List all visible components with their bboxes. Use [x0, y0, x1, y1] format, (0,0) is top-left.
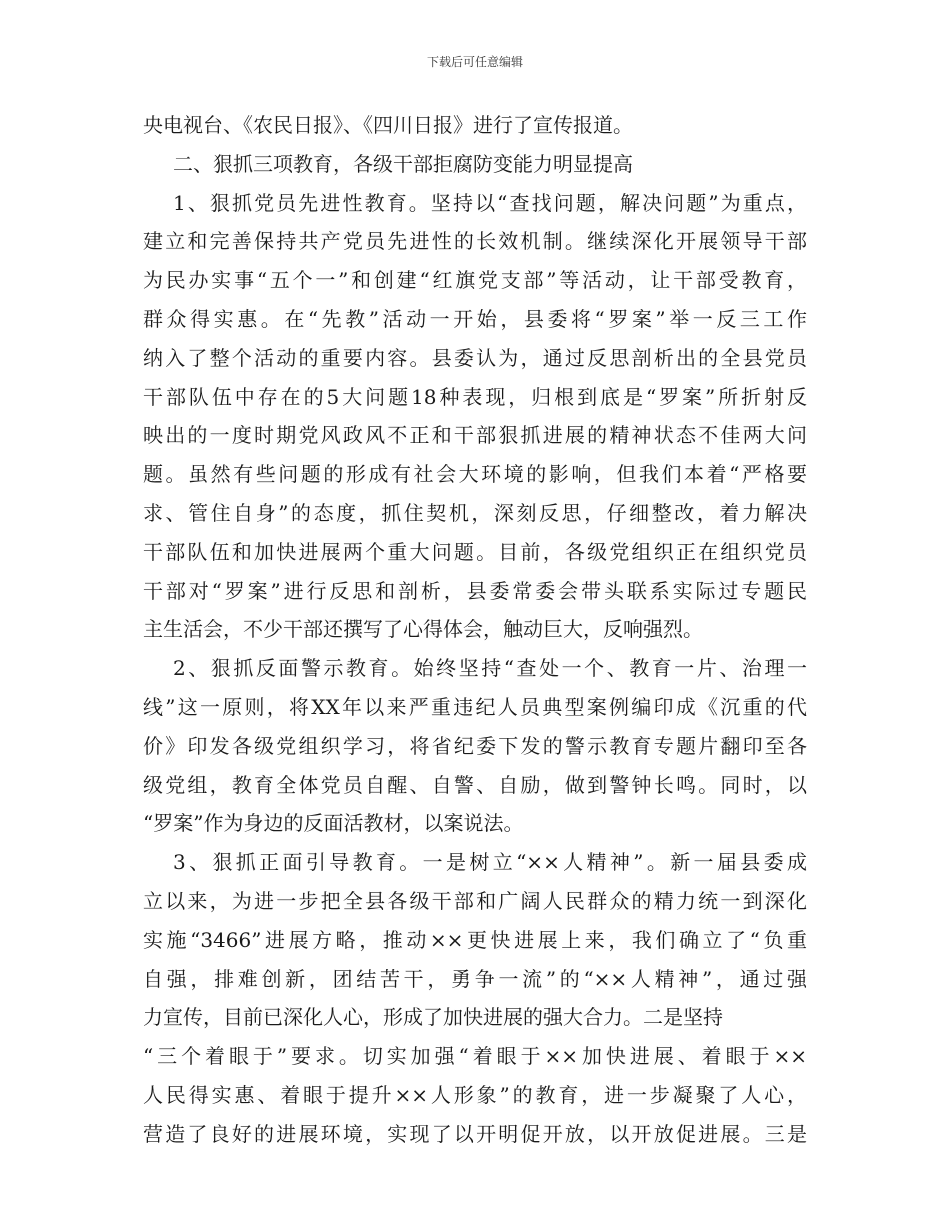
text-line: 求、管住自身”的态度，抓住契机，深刻反思，仔细整改，着力解决: [143, 500, 807, 525]
text-line: 干部队伍中存在的5大问题18种表现，归根到底是“罗案”所折射反: [143, 384, 807, 409]
section-heading: 二、狠抓三项教育，各级干部拒腐防变能力明显提高: [173, 151, 633, 176]
text-line: 主生活会，不少干部还撰写了心得体会，触动巨大，反响强烈。: [143, 617, 703, 642]
text-line: 2、狠抓反面警示教育。始终坚持“查处一个、教育一片、治理一: [173, 656, 807, 681]
text-line: 价》印发各级党组织学习，将省纪委下发的警示教育专题片翻印至各: [143, 733, 807, 758]
text-line: 央电视台、《农民日报》、《四川日报》进行了宣传报道。: [143, 113, 633, 137]
text-line: 1、狠抓党员先进性教育。坚持以“查找问题，解决问题”为重点，: [173, 190, 807, 215]
text-line: 干部对“罗案”进行反思和剖析，县委常委会带头联系实际过专题民: [143, 578, 807, 603]
text-line: 线”这一原则，将XX年以来严重违纪人员典型案例编印成《沉重的代: [143, 694, 807, 719]
text-line: 题。虽然有些问题的形成有社会大环境的影响，但我们本着“严格要: [143, 462, 807, 487]
text-line: 干部队伍和加快进展两个重大问题。目前，各级党组织正在组织党员: [143, 539, 807, 564]
page-header-note: 下载后可任意编辑: [426, 55, 523, 69]
text-line: 建立和完善保持共产党员先进性的长效机制。继续深化开展领导干部: [143, 229, 807, 254]
text-line: 力宣传，目前已深化人心，形成了加快进展的强大合力。二是坚持: [143, 1005, 723, 1030]
text-line: “罗案”作为身边的反面活教材，以案说法。: [143, 811, 524, 836]
text-line: 3、狠抓正面引导教育。一是树立“××人精神”。新一届县委成: [173, 850, 807, 875]
text-line: “三个着眼于”要求。切实加强“着眼于××加快进展、着眼于××: [143, 1044, 807, 1069]
text-line: 立以来，为进一步把全县各级干部和广阔人民群众的精力统一到深化: [143, 888, 807, 913]
text-line: 实施“3466”进展方略，推动××更快进展上来，我们确立了“负重: [143, 927, 807, 952]
text-line: 自强，排难创新，团结苦干，勇争一流”的“××人精神”，通过强: [143, 966, 807, 991]
text-line: 群众得实惠。在“先教”活动一开始，县委将“罗案”举一反三工作: [143, 306, 807, 331]
text-line: 营造了良好的进展环境，实现了以开明促开放，以开放促进展。三是: [143, 1121, 807, 1146]
text-line: 为民办实事“五个一”和创建“红旗党支部”等活动，让干部受教育，: [143, 268, 807, 293]
document-body: [143, 106, 807, 1154]
text-line: 映出的一度时期党风政风不正和干部狠抓进展的精神状态不佳两大问: [143, 423, 807, 448]
text-line: 人民得实惠、着眼于提升××人形象”的教育，进一步凝聚了人心，: [143, 1082, 807, 1107]
text-line: 纳入了整个活动的重要内容。县委认为，通过反思剖析出的全县党员: [143, 345, 807, 370]
text-line: 级党组，教育全体党员自醒、自警、自励，做到警钟长鸣。同时，以: [143, 772, 807, 797]
